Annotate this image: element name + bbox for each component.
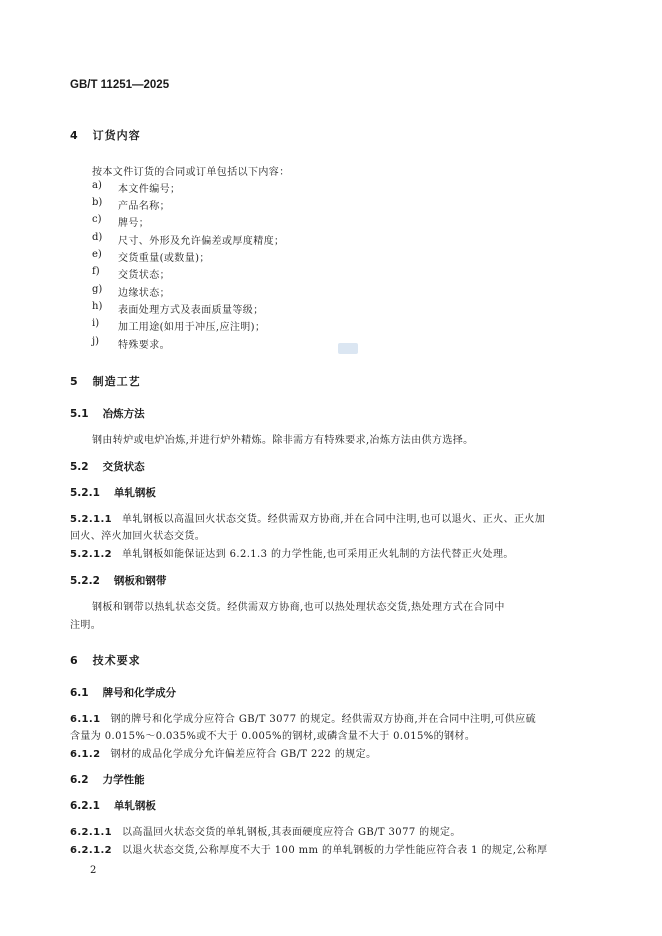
list-value: 尺寸、外形及允许偏差或厚度精度； (118, 236, 285, 247)
clause-text: 单轧钢板如能保证达到 6.2.1.3 的力学性能,也可采用正火轧制的方法代替正火处理。 (122, 549, 514, 560)
subsection-6-2-1-heading (70, 798, 156, 813)
list-item (0, 318, 662, 336)
subsection-number: 6.1 (70, 687, 89, 699)
clause-number: 5.2.1.1 (70, 514, 113, 525)
clause-text: 以高温回火状态交货的单轧钢板,其表面硬度应符合 GB/T 3077 的规定。 (122, 827, 461, 838)
subsection-title: 单轧钢板 (113, 800, 156, 812)
clause-6-1-1-continued: 含量为 0.015%～0.035%或不大于 0.005%的钢材,或磷含量不大于 0.015%的钢材。 (70, 731, 476, 742)
clause-number: 6.2.1.1 (70, 827, 113, 838)
list-key: b) (92, 197, 103, 208)
list-item (0, 284, 662, 302)
clause-6-1-2 (70, 745, 376, 760)
subsection-5-2-2-heading (70, 573, 166, 588)
clause-6-2-1-2 (70, 841, 548, 856)
clause-number: 6.2.1.2 (70, 845, 113, 856)
clause-text: 钢材的成品化学成分允许偏差应符合 GB/T 222 的规定。 (110, 749, 377, 760)
section-6-heading (70, 652, 141, 668)
clause-number: 5.2.1.2 (70, 549, 113, 560)
subsection-title: 单轧钢板 (113, 487, 156, 499)
subsection-number: 5.2.2 (70, 575, 100, 587)
subsection-title: 冶炼方法 (102, 408, 145, 420)
subsection-6-2-heading (70, 772, 145, 787)
list-key: f) (92, 266, 100, 277)
list-key: h) (92, 301, 103, 312)
subsection-title: 力学性能 (102, 774, 145, 786)
list-item (0, 214, 662, 232)
list-key: g) (92, 284, 103, 295)
standard-number: GB/T 11251—2025 (70, 79, 170, 91)
list-value: 加工用途(如用于冲压,应注明)； (118, 322, 266, 333)
list-key: c) (92, 214, 102, 225)
subsection-title: 交货状态 (102, 461, 145, 473)
watermark-stamp (338, 343, 358, 354)
subsection-number: 5.2.1 (70, 487, 100, 499)
clause-text: 钢的牌号和化学成分应符合 GB/T 3077 的规定。经供需双方协商,并在合同中注明,可供应硫 (110, 714, 537, 725)
subsection-5-2-1-heading (70, 485, 156, 500)
subsection-number: 5.1 (70, 408, 89, 420)
list-value: 表面处理方式及表面质量等级； (118, 305, 264, 316)
section-title: 制造工艺 (92, 375, 141, 388)
subsection-5-2-2-text: 钢板和钢带以热轧状态交货。经供需双方协商,也可以热处理状态交货,热处理方式在合同中 (92, 602, 505, 613)
subsection-6-1-heading (70, 685, 176, 700)
list-value: 特殊要求。 (118, 340, 170, 351)
section-number: 6 (70, 654, 79, 667)
list-item (0, 249, 662, 267)
list-key: e) (92, 249, 102, 260)
list-value: 本文件编号； (118, 184, 181, 195)
clause-text: 以退火状态交货,公称厚度不大于 100 mm 的单轧钢板的力学性能应符合表 1 的规定,公称厚 (122, 845, 548, 856)
section-number: 5 (70, 375, 79, 388)
section-title: 订货内容 (92, 129, 141, 142)
list-key: i) (92, 318, 100, 329)
subsection-5-1-text: 钢由转炉或电炉冶炼,并进行炉外精炼。除非需方有特殊要求,冶炼方法由供方选择。 (92, 435, 474, 446)
clause-5-2-1-1-continued: 回火、淬火加回火状态交货。 (70, 531, 206, 542)
section-4-heading (70, 127, 141, 143)
subsection-5-2-2-text-continued: 注明。 (70, 620, 102, 631)
list-key: d) (92, 232, 103, 243)
subsection-5-2-heading (70, 459, 145, 474)
clause-5-2-1-1 (70, 510, 545, 525)
list-key: j) (92, 336, 100, 347)
list-item (0, 266, 662, 284)
section-title: 技术要求 (92, 654, 141, 667)
list-item (0, 197, 662, 215)
subsection-title: 牌号和化学成分 (102, 687, 177, 699)
list-item (0, 232, 662, 250)
subsection-5-1-heading (70, 406, 145, 421)
section-4-intro: 按本文件订货的合同或订单包括以下内容： (92, 167, 290, 178)
clause-5-2-1-2 (70, 545, 514, 560)
list-value: 牌号； (118, 218, 150, 229)
clause-number: 6.1.2 (70, 749, 101, 760)
subsection-number: 6.2.1 (70, 800, 100, 812)
subsection-number: 6.2 (70, 774, 89, 786)
subsection-title: 钢板和钢带 (113, 575, 167, 587)
list-value: 交货状态； (118, 270, 170, 281)
list-item (0, 301, 662, 319)
list-key: a) (92, 180, 102, 191)
list-value: 交货重量(或数量)； (118, 253, 210, 264)
subsection-number: 5.2 (70, 461, 89, 473)
list-value: 产品名称； (118, 201, 170, 212)
page-number: 2 (90, 865, 97, 876)
section-number: 4 (70, 129, 79, 142)
section-5-heading (70, 373, 141, 389)
clause-number: 6.1.1 (70, 714, 101, 725)
list-item (0, 336, 662, 354)
clause-6-1-1 (70, 710, 536, 725)
clause-text: 单轧钢板以高温回火状态交货。经供需双方协商,并在合同中注明,也可以退火、正火、正火加 (122, 514, 546, 525)
clause-6-2-1-1 (70, 823, 461, 838)
list-item (0, 180, 662, 198)
list-value: 边缘状态； (118, 288, 170, 299)
